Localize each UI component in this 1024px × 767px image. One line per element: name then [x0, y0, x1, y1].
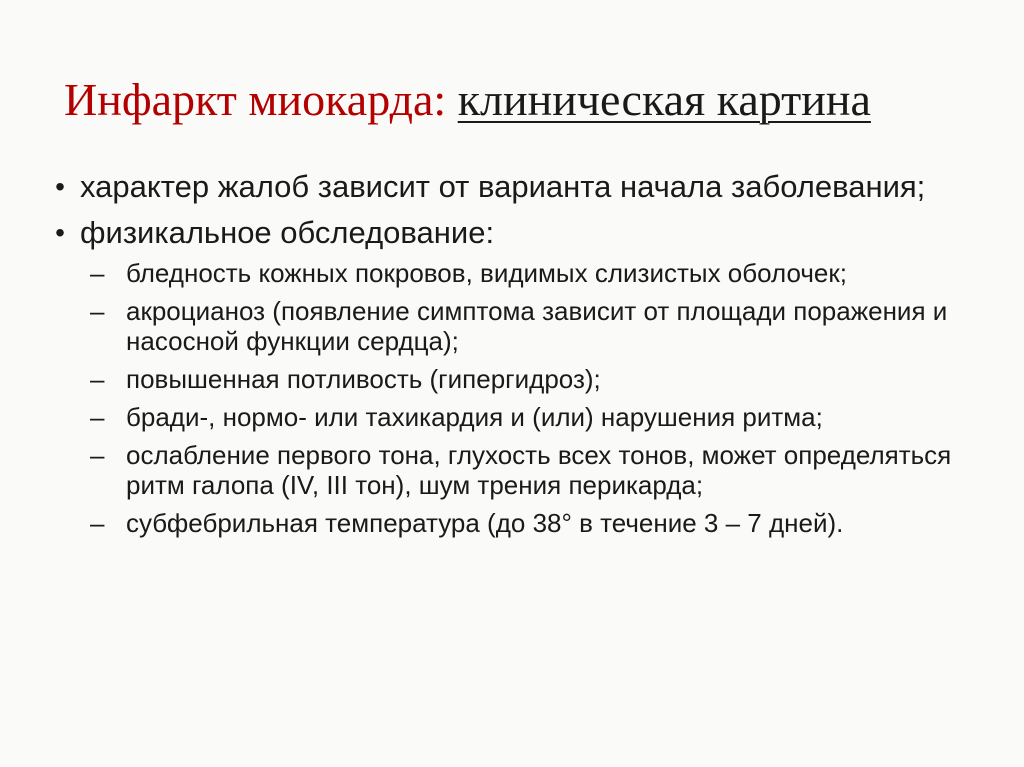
bullet-item [40, 170, 1000, 204]
bullet-text: физикальное обследование: [80, 215, 495, 250]
sub-bullet-item [90, 258, 1000, 288]
bullet-list [40, 170, 1000, 546]
dash-marker: – [90, 402, 105, 432]
slide-title [64, 64, 984, 136]
sub-bullet-item [90, 296, 1000, 356]
sub-bullet-item [90, 440, 1000, 500]
dash-marker: – [90, 508, 105, 538]
sub-bullet-text: бради-, нормо- или тахикардия и (или) нарушения ритма; [126, 402, 823, 432]
sub-bullet-text: повышенная потливость (гипергидроз); [126, 364, 601, 394]
dash-marker: – [90, 440, 105, 470]
bullet-marker: • [55, 171, 65, 202]
bullet-marker: • [55, 217, 65, 248]
sub-bullet-text: бледность кожных покровов, видимых слизистых оболочек; [126, 258, 847, 288]
title-main: Инфаркт миокарда [64, 74, 434, 125]
sub-bullet-list [40, 258, 1000, 538]
sub-bullet-item [90, 402, 1000, 432]
sub-bullet-text: субфебрильная температура (до 38° в течение 3 – 7 дней). [126, 508, 844, 538]
sub-bullet-item [90, 364, 1000, 394]
bullet-item [40, 216, 1000, 250]
sub-bullet-text: акроцианоз (появление симптома зависит от площади поражения и насосной функции сердца); [126, 296, 948, 356]
dash-marker: – [90, 258, 105, 288]
sub-bullet-text: ослабление первого тона, глухость всех тонов, может определяться ритм галопа (IV, III тон), шум трения перикарда; [126, 440, 952, 500]
bullet-text: характер жалоб зависит от варианта начала заболевания; [80, 169, 926, 204]
title-subtitle: клиническая картина [457, 74, 871, 125]
dash-marker: – [90, 364, 105, 394]
dash-marker: – [90, 296, 105, 326]
sub-bullet-item [90, 508, 1000, 538]
title-colon: : [433, 74, 447, 125]
